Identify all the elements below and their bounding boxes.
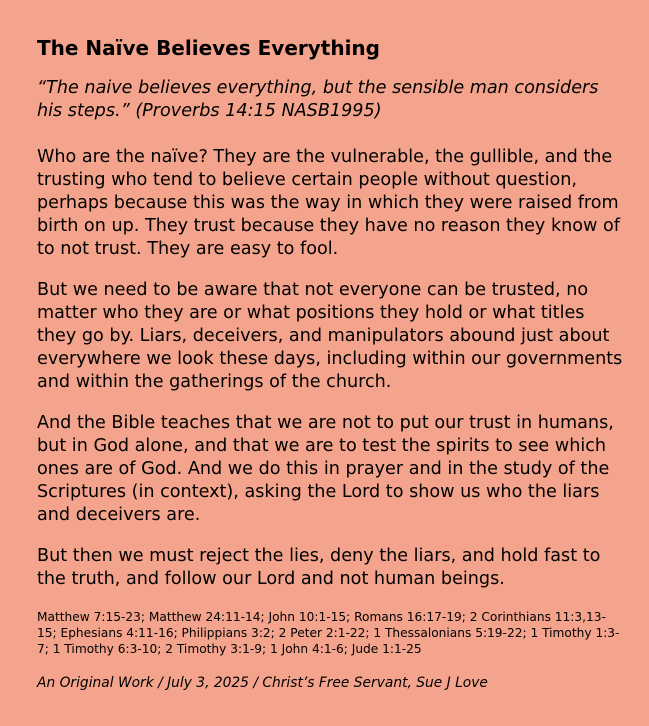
author-signature: An Original Work / July 3, 2025 / Christ’s Free Servant, Sue J Love — [37, 675, 488, 691]
page-title: The Naïve Believes Everything — [37, 36, 380, 60]
paragraph-2: But we need to be aware that not everyone can be trusted, no matter who they are or what positions they hold or what titles they go by. Liars, deceivers, and manipulators abound just about everywhere we look these days, including within our governments and within the gatherings of the church. — [37, 280, 623, 392]
paragraph-4: But then we must reject the lies, deny the liars, and hold fast to the truth, and follow our Lord and not human beings. — [37, 546, 601, 589]
scripture-quote: “The naive believes everything, but the sensible man considers his steps.” (Proverbs 14:15 NASB1995) — [37, 78, 599, 121]
paragraph-1: Who are the naïve? They are the vulnerable, the gullible, and the trusting who tend to believe certain people without question, perhaps because this was the way in which they were raised from birth on up. They trust because they have no reason they know of to not trust. They are easy to fool. — [37, 147, 620, 259]
paragraph-3: And the Bible teaches that we are not to put our trust in humans, but in God alone, and that we are to test the spirits to see which ones are of God. And we do this in prayer and in the study of the Scriptures (in context), asking the Lord to show us who the liars and deceivers are. — [37, 413, 614, 525]
scripture-references: Matthew 7:15-23; Matthew 24:11-14; John 10:1-15; Romans 16:17-19; 2 Corinthians 11:3,13-15; Ephesians 4:11-16; Philippians 3:2; 2 Peter 2:1-22; 1 Thessalonians 5:19-22; 1 Timothy 1:3-7; 1 Timothy 6:3-10; 2 Timothy 3:1-9; 1 John 4:1-6; Jude 1:1-25 — [37, 610, 620, 656]
